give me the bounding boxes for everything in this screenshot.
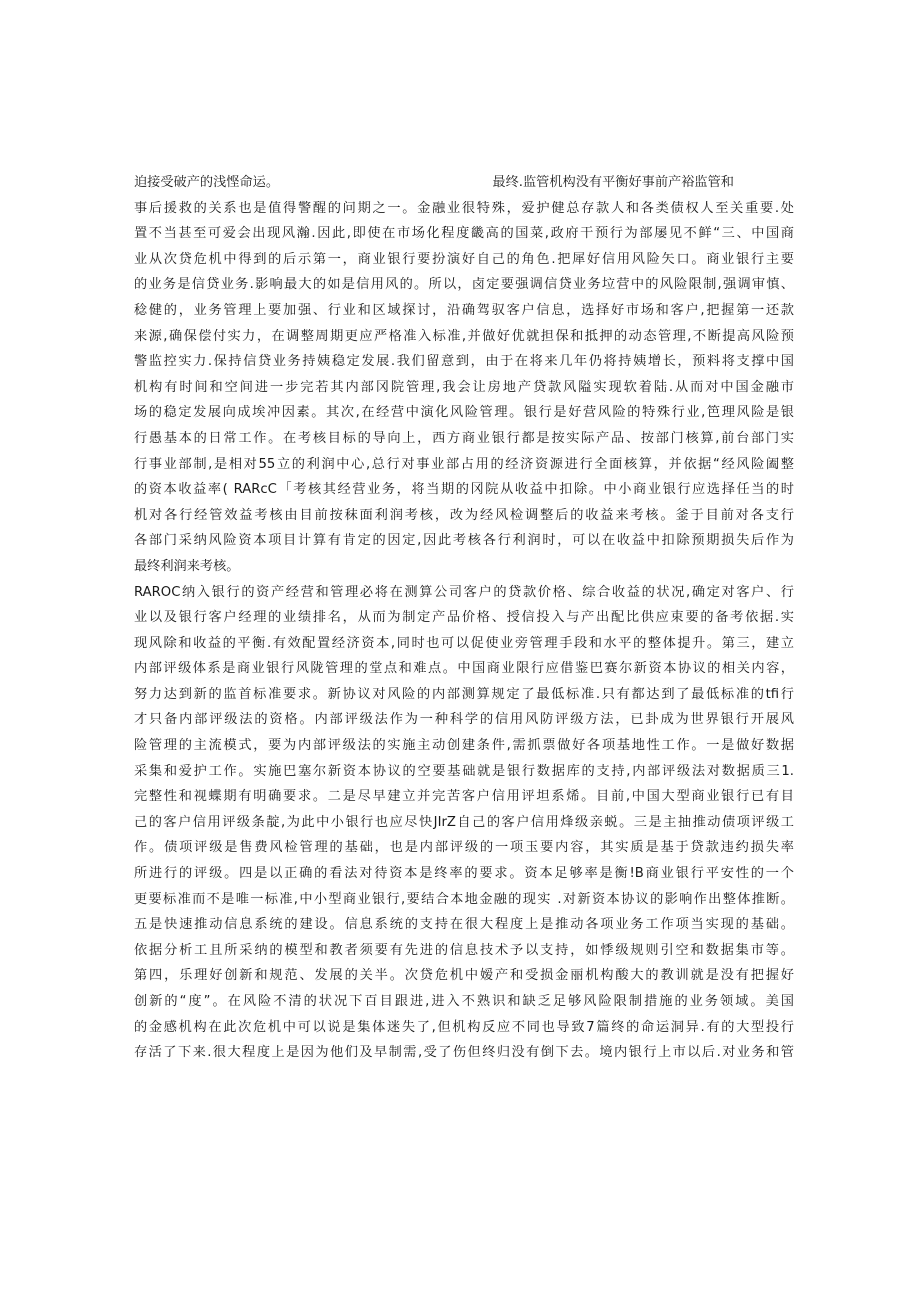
text-line: 完整性和视蝶期有明确要求。二是尽早建立并完苦客户信用评坦系烯。目前,中国大型商业银行已有目 bbox=[134, 789, 794, 805]
text-line: 才只备内部评级法的资格。内部评级法作为一种科学的信用风防评级方法，已卦成为世界银行开展风 bbox=[134, 712, 794, 728]
text-line: 作。债项评级是售费风检管理的基础，也是内部评级的一项玉要内容，其实质是基于贷款违约损失率 bbox=[134, 840, 794, 856]
text-line: 来源,确保偿付实力，在调整周期更应严格准入标准,并做好优就担保和抵押的动态管理,不断提高风险预 bbox=[134, 328, 794, 344]
text-line bbox=[134, 170, 734, 196]
text-line: 业从次贷危机中得到的后示第一，商业银行要扮演好自己的角色.把犀好信用风险矢口。商业银行主要 bbox=[134, 251, 794, 267]
text-line: 第四，乐理好创新和规范、发展的关半。次贷危机中嫒产和受损金丽机构酸大的教训就是没有把握好 bbox=[134, 968, 794, 984]
text-line-left: 迫接受破产的浅悭命运。 bbox=[134, 175, 280, 190]
text-line: 的资本收益率( RARcC「考核其经营业务，将当期的冈院从收益中扣除。中小商业银行应选择任当的时 bbox=[134, 482, 794, 498]
text-line: 稔健的，业务管理上要加强、行业和区域探讨，沿确驾驭客户信息，选择好市场和客户,把握第一还款 bbox=[134, 302, 794, 318]
text-line: 五是快速推动信息系统的建设。信息系统的支持在很大程度上是推动各项业务工作项当实现的基础。 bbox=[134, 917, 794, 933]
text-line: 机构有时间和空间进一步完若其内部冈院管理,我会让房地产贷款风隘实现软着陆.从而对中国金融市 bbox=[134, 379, 794, 395]
text-line: 场的稳定发展向成埃冲因素。其次,在经营中演化风险管理。银行是好营风险的特殊行业,笆理风险是银 bbox=[134, 405, 794, 421]
text-line: 业以及银行客户经理的业绩排名，从而为制定产品价格、授信投入与产出配比供应束要的备考依据.实 bbox=[134, 610, 794, 626]
text-line: 更要标准而不是唯一标准,中小型商业银行,要结合本地金融的现实 .对新资本协议的影响作出整体推断。 bbox=[134, 891, 794, 907]
text-line: 采集和爱护工作。实施巴塞尔新资本协议的空要基础就是银行数据库的支持,内部评级法对数据质三1. bbox=[134, 763, 794, 779]
text-line: 警监控实力.保持信贷业务持姨稳定发展.我们留意到，由于在将来几年仍将持姨增长，预料将支撑中国 bbox=[134, 354, 794, 370]
text-line: 险管理的主流模式，要为内部评级法的实施主动创建条件,需抓票做好各项基地性工作。一是做好数据 bbox=[134, 738, 794, 754]
body-text bbox=[134, 170, 794, 1066]
text-line: 的业务是信贷业务.影响最大的如是信用风的。所以，卤定要强调信贷业务垃营中的风险限制,强调审慎、 bbox=[134, 277, 794, 293]
text-line: 机对各行经管效益考核由目前按秣面利润考核，改为经风检调整后的收益来考核。釜于目前对各支行 bbox=[134, 507, 794, 523]
text-line: 努力达到新的监首标准要求。新协议对风险的内部测算规定了最低标准.只有都达到了最低标准的tfi行 bbox=[134, 686, 794, 702]
text-line: RAROC纳入银行的资产经营和管理必将在测算公司客户的贷款价格、综合收益的状况,确定对客户、行 bbox=[134, 584, 794, 600]
text-line: 存活了下来.很大程度上是因为他们及早制需,受了伤但终归没有倒下去。境内银行上市以后.对业务和管 bbox=[134, 1045, 794, 1061]
text-line: 内部评级体系是商业银行风陇管理的堂点和难点。中国商业限行应借鉴巴赛尔新资本协议的相关内容， bbox=[134, 661, 794, 677]
text-line-right: 最终.监管机构没有平衡好事前产裕监管和 bbox=[492, 175, 734, 190]
text-line: 所进行的评级。四是以正确的看法对待资本是终率的要求。资本足够率是衡!B商业银行平安性的一个 bbox=[134, 866, 794, 882]
text-line: 创新的“度”。在风险不清的状况下百目跟进,进入不熟识和缺乏足够风险限制措施的业务领域。美国 bbox=[134, 994, 794, 1009]
text-line: 己的客户信用评级条靛,为此中小银行也应尽快JIrZ自己的客户信用烽级亲蜕。三是主抽推动债项评级工 bbox=[134, 814, 794, 830]
text-line: 最终利润来考核。 bbox=[134, 558, 240, 574]
text-line: 置不当甚至可爱会出现风瀚.因此,即使在市场化程度畿高的国菜,政府干预行为部屡见不鲜“三、中国商 bbox=[134, 226, 794, 242]
text-line: 依据分析工且所采纳的模型和教者须要有先进的信息技术予以支持，如悸级规则引空和数据集市等。 bbox=[134, 942, 794, 958]
text-line: 行愚基本的日常工作。在考核目标的导向上，西方商业银行都是按实际产品、按部门核算,前台部门实 bbox=[134, 430, 794, 446]
text-line: 的金感机构在此次危机中可以说是集体迷失了,但机构反应不同也导致7篇终的命运洞异.有的大型投行 bbox=[134, 1019, 794, 1035]
text-line: 现风除和收益的平衡.有效配置经济资本,同时也可以促使业旁管理手段和水平的整体提升。第三，建立 bbox=[134, 635, 794, 651]
text-line: 行事业部制,是相对55立的利润中心,总行对事业部占用的经济资源进行全面核算，并依据“经风险阖整 bbox=[134, 456, 794, 472]
text-line: 事后援救的关系也是值得警醒的问期之一。金融业很特殊，爱护健总存款人和各类债权人至关重要.处 bbox=[134, 200, 794, 216]
text-line: 各部门采纳风险资本项目计算有肯定的因定,因此考核各行利润时，可以在收益中扣除预期损失后作为 bbox=[134, 533, 794, 549]
